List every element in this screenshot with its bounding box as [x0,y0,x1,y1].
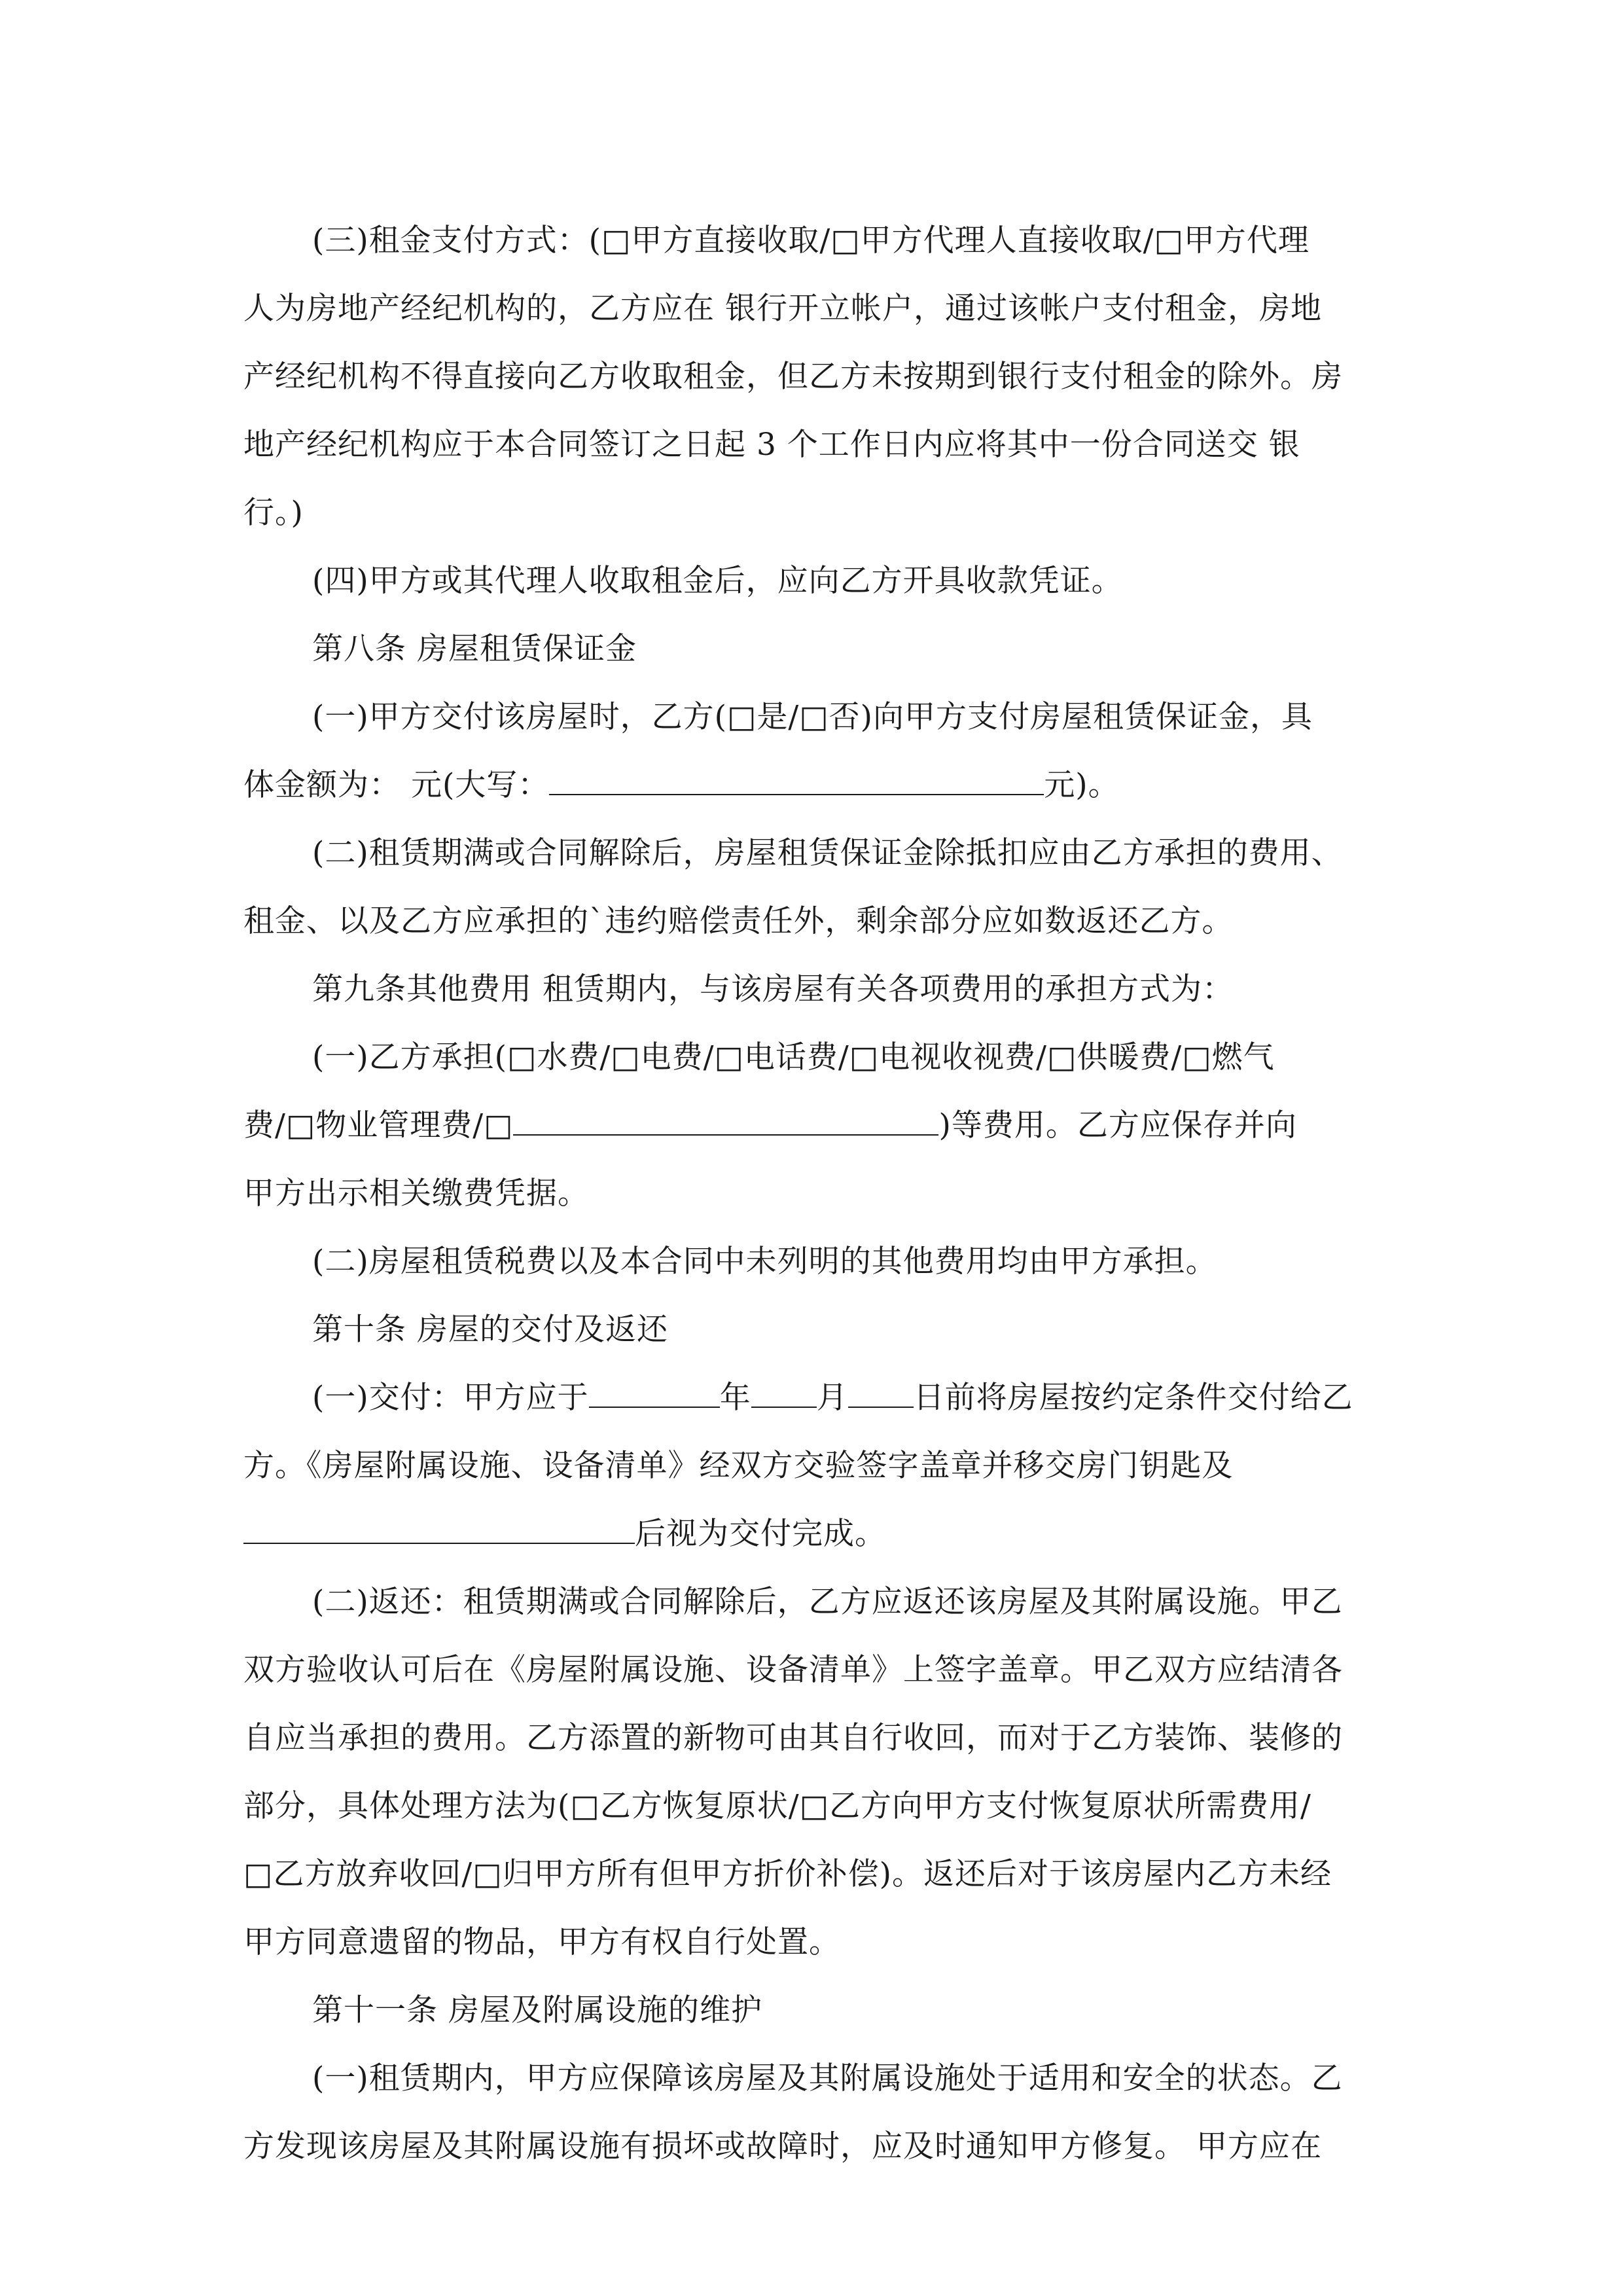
clause-7-3-line-2: 人为房地产经纪机构的，乙方应在 银行开立帐户，通过该帐户支付租金，房地 [243,291,1322,327]
clause-7-3-line-3: 产经纪机构不得直接向乙方收取租金，但乙方未按期到银行支付租金的除外。房 [243,359,1343,395]
handover-suffix: 后视为交付完成。 [635,1516,886,1552]
clause-11-1-line-1: (一)租赁期内，甲方应保障该房屋及其附属设施处于适用和安全的状态。乙 [312,2060,1343,2096]
clause-10-2-line-3: 自应当承担的费用。乙方添置的新物可由其自行收回，而对于乙方装饰、装修的 [243,1720,1343,1756]
clause-8-2-line-1: (二)租赁期满或合同解除后，房屋租赁保证金除抵扣应由乙方承担的费用、 [312,835,1343,871]
other-fees-label: 费/□物业管理费/□ [243,1107,514,1143]
clause-7-3-line-5: 行。) [243,495,304,531]
article-10-heading: 第十条 房屋的交付及返还 [312,1312,668,1348]
clause-8-1-line-1: (一)甲方交付该房屋时，乙方(□是/□否)向甲方支付房屋租赁保证金，具 [312,699,1313,735]
clause-10-2-line-2: 双方验收认可后在《房屋附属设施、设备清单》上签字盖章。甲乙双方应结清各 [243,1652,1343,1688]
delivery-date-suffix: 日前将房屋按约定条件交付给乙 [913,1380,1353,1416]
year-label: 年 [719,1380,751,1416]
deposit-amount-label: 体金额为： 元(大写： [243,767,550,803]
clause-10-1-line-1 [312,1365,1353,1431]
deposit-amount-suffix: 元)。 [1044,767,1120,803]
clause-9-2: (二)房屋租赁税费以及本合同中未列明的其他费用均由甲方承担。 [312,1244,1217,1280]
clause-8-2-line-2: 租金、以及乙方应承担的`违约赔偿责任外，剩余部分应如数返还乙方。 [243,903,1234,939]
clause-7-3-line-1: (三)租金支付方式：(□甲方直接收取/□甲方代理人直接收取/□甲方代理 [312,223,1310,259]
clause-10-1-line-2: 方。《房屋附属设施、设备清单》经双方交验签字盖章并移交房门钥匙及 [243,1448,1234,1484]
clause-10-2-line-6: 甲方同意遗留的物品，甲方有权自行处置。 [243,1924,840,1960]
clause-9-1-line-2 [243,1093,1297,1158]
article-9-heading: 第九条其他费用 租赁期内，与该房屋有关各项费用的承担方式为： [312,971,1234,1007]
delivery-year-blank[interactable] [589,1376,720,1408]
clause-8-1-line-2 [243,753,1120,818]
month-label: 月 [816,1380,848,1416]
clause-7-3-line-4: 地产经纪机构应于本合同签订之日起 3 个工作日内应将其中一份合同送交 银 [243,427,1300,463]
clause-9-1-line-3: 甲方出示相关缴费凭据。 [243,1175,589,1211]
clause-11-1-line-2: 方发现该房屋及其附属设施有损坏或故障时，应及时通知甲方修复。 甲方应在 [243,2128,1322,2164]
article-11-heading: 第十一条 房屋及附属设施的维护 [312,1992,762,2028]
clause-9-1-line-1: (一)乙方承担(□水费/□电费/□电话费/□电视收视费/□供暖费/□燃气 [312,1039,1275,1075]
delivery-month-blank[interactable] [751,1376,817,1408]
clause-10-2-line-5: □乙方放弃收回/□归甲方所有但甲方折价补偿)。返还后对于该房屋内乙方未经 [243,1856,1332,1892]
handover-items-blank[interactable] [243,1513,635,1544]
delivery-date-label: (一)交付：甲方应于 [312,1380,589,1416]
other-fees-blank[interactable] [513,1104,938,1136]
article-8-heading: 第八条 房屋租赁保证金 [312,631,637,667]
clause-7-4: (四)甲方或其代理人收取租金后，应向乙方开具收款凭证。 [312,563,1123,599]
clause-10-2-line-4: 部分，具体处理方法为(□乙方恢复原状/□乙方向甲方支付恢复原状所需费用/ [243,1788,1311,1824]
deposit-amount-blank[interactable] [549,764,1044,795]
other-fees-suffix: )等费用。乙方应保存并向 [938,1107,1297,1143]
clause-10-1-line-3 [243,1501,886,1567]
clause-10-2-line-1: (二)返还：租赁期满或合同解除后，乙方应返还该房屋及其附属设施。甲乙 [312,1584,1343,1620]
delivery-day-blank[interactable] [848,1376,914,1408]
